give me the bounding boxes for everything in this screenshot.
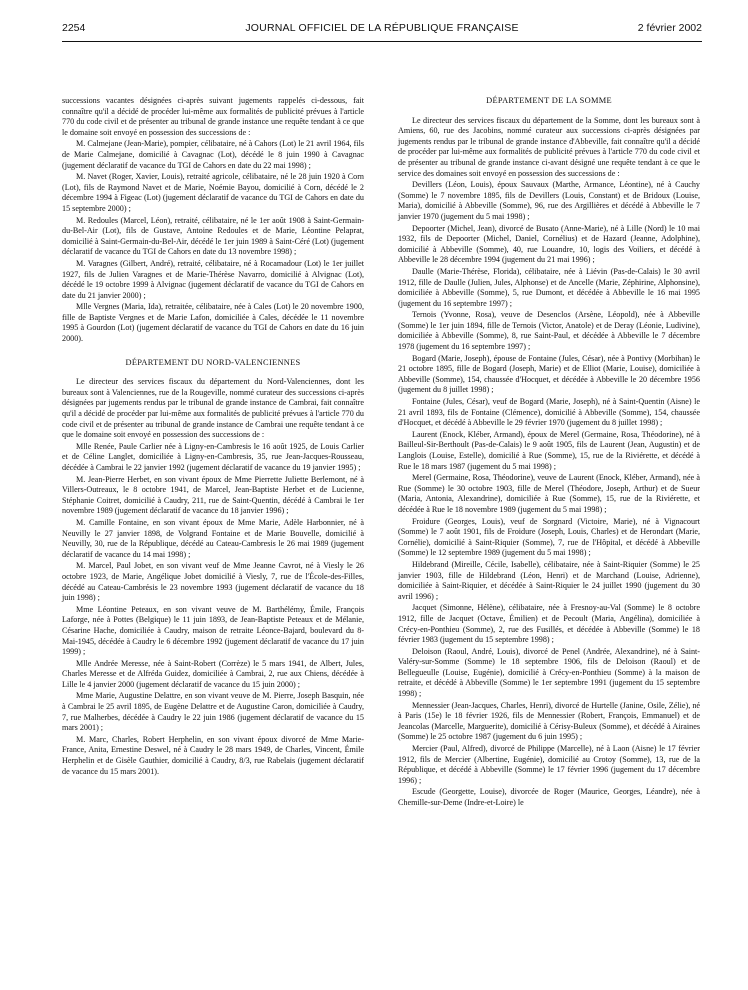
section-heading-nord-valenciennes: DÉPARTEMENT DU NORD-VALENCIENNES [125, 357, 301, 367]
page-number: 2254 [62, 22, 86, 34]
succession-entry: Mlle Andrée Meresse, née à Saint-Robert (Corrèze) le 5 mars 1941, de Albert, Jules, Charles Meresse et de Alfréda Guidez, domiciliée à Cambrai, 2, rue aux Chiens, décédée à Lille le 4 janvier 2000 (jugement déclaratif de vacance du 15 juin 2000) ; [62, 658, 364, 689]
succession-entry: M. Marc, Charles, Robert Herphelin, en son vivant époux divorcé de Mme Marie-France, Anita, Ernestine Deswel, né à Caudry le 28 mars 1949, de Charles, Vincent, Émile Herphelin et de Gisèle Gauthier, domicilié à Caudry, 8/3, rue Rabelais (jugement déclaratif de vacance du 15 mars 2001). [62, 734, 364, 776]
succession-entry: M. Calmejane (Jean-Marie), pompier, célibataire, né à Cahors (Lot) le 21 avril 1964, fils de Marie Calmejane, domicilié à Cavagnac (Lot), décédé le 8 juin 1990 à Cavagnac (jugement déclaratif de vacance du TGI de Cahors en date du 22 mai 1998) ; [62, 139, 364, 170]
succession-entry: Bogard (Marie, Joseph), épouse de Fontaine (Jules, César), née à Pontivy (Morbihan) le 21 octobre 1895, fille de Bogard (Joseph, Marie) et de Elliot (Marie, Louise), domiciliée à Abbeville (Somme), 154, chaussée d'Hocquet, et décédée à Abbeville le 20 décembre 1956 (jugement du 8 juillet 1998) ; [398, 353, 700, 395]
succession-entry: Froidure (Georges, Louis), veuf de Sorgnard (Victoire, Marie), né à Vignacourt (Somme) le 7 août 1901, fils de Froidure (Joseph, Louis, Charles) et de Herondart (Marie, Cornélie), domicilié à Saint-Riquier (Somme), 7, rue de l'Hôpital, et décédé à Abbeville (Somme) le 12 septembre 1989 (jugement du 5 mai 1998) ; [398, 516, 700, 558]
succession-entry: Escude (Georgette, Louise), divorcée de Roger (Maurice, Georges, Léandre), née à Chemille-sur-Deme (Indre-et-Loire) le [398, 787, 700, 807]
succession-entry: Laurent (Enock, Kléber, Armand), époux de Merel (Germaine, Rosa, Théodorine), né à Bailleul-Sir-Berthoult (Pas-de-Calais) le 9 août 1905, fils de Laurent (Jean, Augustin) et de Langlois (Louise, Estelle), domicilié à Rue (Somme), 15, rue de la Riviérette, et décédé à Rue le 18 mars 1987 (jugement du 5 mai 1998) ; [398, 429, 700, 471]
succession-entry: Ternois (Yvonne, Rosa), veuve de Desenclos (Arsène, Léopold), née à Abbeville (Somme) le 1er juin 1894, fille de Ternois (Victor, Anatole) et de Deray (Léonie, Ludivine), domiciliée à Abbeville (Somme), 8, rue Saint-Paul, et décédée à Abbeville le 7 décembre 1978 (jugement du 16 septembre 1997) ; [398, 310, 700, 352]
succession-entry: Mme Léontine Peteaux, en son vivant veuve de M. Barthélémy, Émile, François Laforge, née à Pottes (Belgique) le 11 juin 1893, de Jean-Baptiste Peteaux et de Mélanie, Césarine Hache, domiciliée à Caudry, maison de retraite Léonce-Bajard, boulevard du 8-Mai-1945, décédée à Caudry le 6 décembre 1992 (jugement déclaratif de vacance du 17 juin 1999) ; [62, 604, 364, 657]
succession-entry: M. Camille Fontaine, en son vivant époux de Mme Marie, Adèle Harbonnier, né à Neuvilly le 27 janvier 1898, de Volgrand Fontaine et de Marie Bouvelle, domicilié à Neuvilly, 30, rue de la République, décédé au Cateau-Cambresis le 26 mai 1989 (jugement déclaratif de vacance du 14 mai 1998) ; [62, 517, 364, 559]
succession-entry: Mlle Vergnes (Maria, Ida), retraitée, célibataire, née à Cales (Lot) le 20 novembre 1900, fille de Baptiste Vergnes et de Marie Lafon, domiciliée à Cales, décédée le 11 novembre 1995 à Gourdon (Lot) (jugement déclaratif de vacance du TGI de Cahors en date du 16 juin 2000). [62, 302, 364, 344]
left-column [62, 96, 364, 778]
succession-entry: Deloison (Raoul, André, Louis), divorcé de Penel (Andrée, Alexandrine), né à Saint-Valéry-sur-Somme (Somme) le 18 septembre 1906, fils de Deloison (Raoul) et de Bellegueulle (Louise, Eugénie), domicilié à Crécy-en-Ponthieu (Somme) à la maison de retraite, et décédé à Abbeville (Somme) le 1er septembre 1991 (jugement du 15 septembre 1998) ; [398, 646, 700, 699]
succession-entry: Depoorter (Michel, Jean), divorcé de Busato (Anne-Marie), né à Lille (Nord) le 10 mai 1932, fils de Depoorter (Michel, Daniel, Cornélius) et de Hazard (Jeanne, Adolphine), domicilié à Abbeville (Somme), 40, rue Louandre, 10, logis des Voiliers, et décédé à Abbeville le 28 décembre 1994 (jugement du 21 mai 1996) ; [398, 223, 700, 265]
journal-title: JOURNAL OFFICIEL DE LA RÉPUBLIQUE FRANÇAISE [245, 22, 519, 34]
succession-entry: Devillers (Léon, Louis), époux Sauvaux (Marthe, Armance, Léontine), né à Cauchy (Somme) le 7 novembre 1895, fils de Devillers (Louis, Constant) et de Bridoux (Louise, Maria), domicilié à Abbeville (Somme), 96, rue des Argillières et décédé à Abbeville le 7 janvier 1970 (jugement du 5 mai 1998) ; [398, 180, 700, 221]
succession-entry: Mlle Renée, Paule Carlier née à Ligny-en-Cambresis le 16 août 1925, de Louis Carlier et de Céline Langlet, domiciliée à Ligny-en-Cambresis, 35, rue Jean-Jacques-Rousseau, décédée à Cambrai le 22 janvier 1992 (jugement déclaratif de vacance du 19 janvier 1995) ; [62, 441, 364, 472]
succession-entry: Mme Marie, Augustine Delattre, en son vivant veuve de M. Pierre, Joseph Basquin, née à Cambrai le 25 avril 1895, de Eugène Delattre et de Augustine Caron, domiciliée à Caudry, 7, rue Malherbes, décédée à Caudry le 22 juin 1986 (jugement déclaratif de vacance du 15 mars 2001) ; [62, 691, 364, 733]
succession-entry: Fontaine (Jules, César), veuf de Bogard (Marie, Joseph), né à Saint-Quentin (Aisne) le 21 avril 1893, fils de Fontaine (Clémence), domicilié à Abbeville (Somme), 154, chaussée d'Hocquet, et décédé à Abbeville le 29 février 1970 (jugement du 8 juillet 1998) ; [398, 397, 700, 428]
succession-entry: M. Navet (Roger, Xavier, Louis), retraité agricole, célibataire, né le 28 juin 1920 à Corn (Lot), fils de Raymond Navet et de Marie, Noémie Bayou, domicilié à Corn, décédé le 2 décembre 1994 à Figeac (Lot) (jugement déclaratif de vacance du TGI de Cahors en date du 15 septembre 2000) ; [62, 172, 364, 213]
left-intro-paragraph: successions vacantes désignées ci-après suivant jugements rappelés ci-dessous, fait connaître qu'il a décidé de procéder lui-même aux formalités de publicité prévues à l'article 770 du code civil et de présenter au tribunal de grande instance une requête tendant à ce que le domaine soit envoyé en possession des successions de : [62, 96, 364, 137]
succession-entry: M. Redoules (Marcel, Léon), retraité, célibataire, né le 1er août 1908 à Saint-Germain-du-Bel-Air (Lot), fils de Gustave, Antoine Redoules et de Marie, Léontine Pelaprat, domicilié à Saint-Germain-du-Bel-Air, décédé le 1er juin 1989 à Saint-Céré (Lot) (jugement déclaratif de vacance du TGI de Cahors en date du 13 novembre 1998) ; [62, 215, 364, 257]
succession-entry: Merel (Germaine, Rosa, Théodorine), veuve de Laurent (Enock, Kléber, Armand), née à Rue (Somme) le 30 octobre 1903, fille de Merel (Théodore, Joseph, Arthur) et de Sueur (Maria, Antonia, Alexandrine), domiciliée à Rue (Somme), 15, rue de la Riviérette, et décédée à Rue le 18 novembre 1989 (jugement du 5 mai 1998) ; [398, 473, 700, 514]
succession-entry: M. Varagnes (Gilbert, André), retraité, célibataire, né à Rocamadour (Lot) le 1er juillet 1927, fils de Julien Varagnes et de Marie-Thérèse Navarro, domicilié à Alvignac (Lot), décédé le 19 octobre 1999 à Alvignac (jugement déclaratif de vacance du TGI de Cahors en date du 21 janvier 2000) ; [62, 258, 364, 300]
succession-entry: M. Jean-Pierre Herbet, en son vivant époux de Mme Pierrette Juliette Berlemont, né à Villers-Outreaux, le 8 octobre 1941, de Marcel, Jean-Baptiste Herbet et de Lucienne, Stéphanie Coitret, domicilié à Caudry, 211, rue de Saint-Quentin, décédé à Cambrai le 1er novembre 1989 (jugement déclaratif de vacance du 18 janvier 1996) ; [62, 474, 364, 516]
right-column [398, 96, 700, 810]
issue-date: 2 février 2002 [637, 22, 702, 34]
section-intro-paragraph: Le directeur des services fiscaux du département de la Somme, dont les bureaux sont à Amiens, 60, rue des Jacobins, nommé curateur aux successions ci-après désignées par jugements rendus par le tribunal de grande instance d'Abbeville, fait connaître qu'il a décidé de procéder par lui-même aux formalités de publicité prévues à l'article 770 du code civil et de présenter au tribunal de grande instance ci-avant désigné une requête tendant à ce que le service des domaines soit envoyé en possession des successions de : [398, 115, 700, 178]
succession-entry: Jacquet (Simonne, Hélène), célibataire, née à Fresnoy-au-Val (Somme) le 8 octobre 1912, fille de Jacquet (Octave, Émilien) et de Pecoult (Maria, Angélina), domiciliée à Crécy-en-Ponthieu (Somme), 2, rue des Fusillés, et décédée à Abbeville (Somme) le 18 février 1983 (jugement du 15 septembre 1998) ; [398, 603, 700, 645]
page-header [62, 22, 702, 38]
succession-entry: Mercier (Paul, Alfred), divorcé de Philippe (Marcelle), né à Laon (Aisne) le 17 février 1912, fils de Mercier (Albertine, Eugénie), domicilié au Crotoy (Somme), 13, rue de la République, et décédé à Abbeville (Somme) le 17 février 1996 (jugement du 17 décembre 1996) ; [398, 744, 700, 785]
succession-entry: Daulle (Marie-Thérèse, Florida), célibataire, née à Liévin (Pas-de-Calais) le 30 avril 1912, fille de Daulle (Julien, Jules, Alphonse) et de Ancelle (Marie, Zéphirine, Alphonsine), domiciliée à Abbeville (Somme), 5, rue Dumont, et décédée à Abbeville le 16 mai 1995 (jugement du 16 septembre 1997) ; [398, 266, 700, 308]
succession-entry: M. Marcel, Paul Jobet, en son vivant veuf de Mme Jeanne Cavrot, né à Viesly le 26 octobre 1923, de Marie, Angélique Jobet domicilié à Viesly, 7, rue de l'École-des-Filles, décédé au Cateau-Cambrésis le 23 novembre 1993 (jugement déclaratif de vacance du 18 juin 1998) ; [62, 561, 364, 603]
section-heading-somme: DÉPARTEMENT DE LA SOMME [486, 96, 612, 105]
succession-entry: Hildebrand (Mireille, Cécile, Isabelle), célibataire, née à Saint-Riquier (Somme) le 25 janvier 1903, fille de Hildebrand (Léon, Henri) et de Marchand (Louise, Adrienne), domiciliée à Saint-Riquier, et décédée à Saint-Riquier le 24 juillet 1990 (jugement du 30 avril 1996) ; [398, 559, 700, 601]
succession-entry: Mennessier (Jean-Jacques, Charles, Henri), divorcé de Hurtelle (Janine, Osile, Zélie), né à Paris (15e) le 18 février 1926, fils de Mennessier (Robert, François, Emmanuel) et de Jeancolas (Marcelle, Marguerite), domicilié à Cérisy-Buleux (Somme), et décédé à Airaines (Somme) le 25 octobre 1987 (jugement du 6 juin 1995) ; [398, 700, 700, 742]
section-intro-paragraph: Le directeur des services fiscaux du département du Nord-Valenciennes, dont les bureaux sont à Valenciennes, rue de la Rougeville, nommé curateur des successions ci-après désignées par jugements rendus par le tribunal de grande instance de Cambrai, fait connaître qu'il a décidé de procéder par lui-même aux formalités de publicité prévues à l'article 770 du code civil et de présenter au tribunal de grande instance de Cambrai une requête tendant à ce que le domaine soit envoyé en possession des successions de : [62, 377, 364, 440]
header-rule [62, 41, 702, 42]
